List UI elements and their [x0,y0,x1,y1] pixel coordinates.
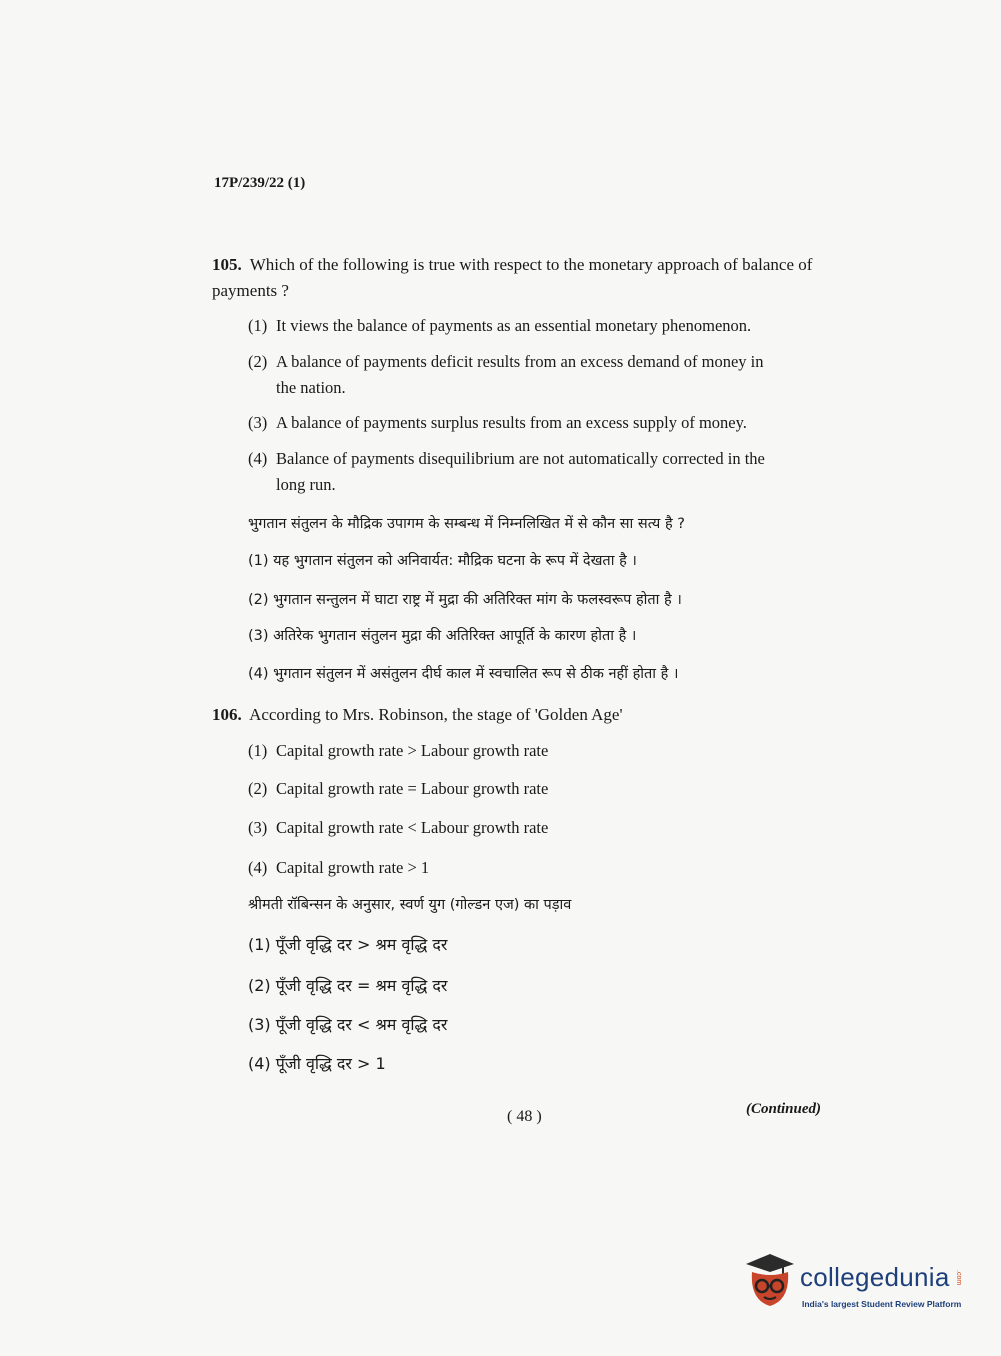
option-number: (3) [248,818,268,837]
hindi-option-1: (1) यह भुगतान संतुलन को अनिवार्यत: मौद्रिक घटना के रूप में देखता है । [248,553,637,569]
option-text: It views the balance of payments as an essential monetary phenomenon. [276,316,752,335]
option-number: (2) [248,352,268,371]
collegedunia-logo [742,1250,972,1320]
page-number: ( 48 ) [507,1108,542,1125]
option-number: (4) [248,449,268,468]
hindi-question-105: भुगतान संतुलन के मौद्रिक उपागम के सम्बन्ध में निम्नलिखित में से कौन सा सत्य है ? [248,516,685,532]
option-text-continued: the nation. [276,378,346,397]
question-106 [212,702,832,728]
option-text: A balance of payments deficit results from an excess demand of money in [276,352,764,371]
option-number: (3) [248,413,268,432]
option-2 [248,349,838,401]
option-text: Capital growth rate = Labour growth rate [276,779,549,798]
option-text: A balance of payments surplus results from an excess supply of money. [276,413,747,432]
option-text-continued: long run. [276,475,336,494]
brand-tagline: India's largest Student Review Platform [802,1299,962,1309]
brand-name: collegedunia [800,1262,950,1292]
option-number: (4) [248,858,268,877]
hindi-option-4: (4) पूँजी वृद्धि दर > 1 [248,1054,386,1073]
page-code: 17P/239/22 (1) [214,175,306,191]
hindi-question-106: श्रीमती रॉबिन्सन के अनुसार, स्वर्ण युग (गोल्डन एज) का पड़ाव [248,897,572,913]
hindi-option-3: (3) अतिरेक भुगतान संतुलन मुद्रा की अतिरिक्त आपूर्ति के कारण होता है । [248,628,637,644]
hindi-option-2: (2) पूँजी वृद्धि दर = श्रम वृद्धि दर [248,976,448,995]
option-text: Capital growth rate < Labour growth rate [276,818,549,837]
option-4 [248,446,838,498]
question-105 [212,252,832,304]
question-text: According to Mrs. Robinson, the stage of 'Golden Age' [249,705,623,724]
question-number: 105. [212,255,242,274]
question-text: Which of the following is true with respect to the monetary approach of balance of payments ? [212,255,813,300]
option-3 [248,410,838,436]
continued-label: (Continued) [746,1101,822,1117]
option-number: (1) [248,741,268,760]
brand-suffix: .com [955,1270,962,1286]
option-1 [248,738,838,764]
hindi-option-2: (2) भुगतान सन्तुलन में घाटा राष्ट्र में मुद्रा की अतिरिक्त मांग के फलस्वरूप होता है । [248,592,682,608]
option-2 [248,776,838,802]
hindi-option-3: (3) पूँजी वृद्धि दर < श्रम वृद्धि दर [248,1015,448,1034]
mascot-icon [742,1250,798,1310]
option-4 [248,855,838,881]
option-3 [248,815,838,841]
option-text: Capital growth rate > Labour growth rate [276,741,549,760]
option-number: (2) [248,779,268,798]
hindi-option-1: (1) पूँजी वृद्धि दर > श्रम वृद्धि दर [248,935,448,954]
option-text: Capital growth rate > 1 [276,858,430,877]
option-number: (1) [248,316,268,335]
option-1 [248,313,838,339]
question-number: 106. [212,705,242,724]
hindi-option-4: (4) भुगतान संतुलन में असंतुलन दीर्घ काल में स्वचालित रूप से ठीक नहीं होता है । [248,666,679,682]
option-text: Balance of payments disequilibrium are not automatically corrected in the [276,449,765,468]
